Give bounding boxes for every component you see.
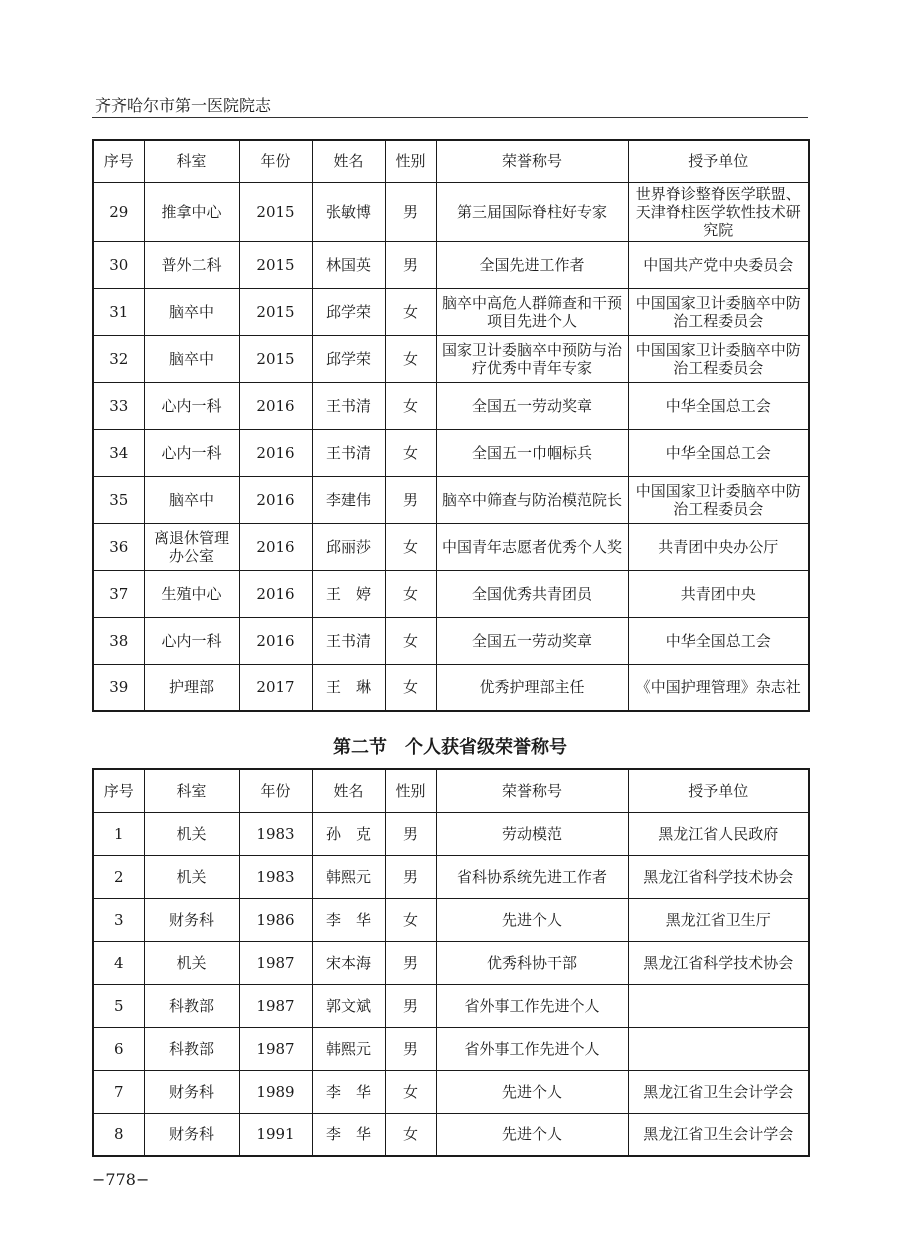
column-header: 序号 (93, 140, 144, 182)
table-cell: 机关 (144, 812, 239, 855)
table-cell: 2015 (239, 335, 312, 382)
table-cell: 男 (385, 941, 436, 984)
table-cell: 郭文斌 (312, 984, 385, 1027)
table-cell: 心内一科 (144, 382, 239, 429)
table-cell: 男 (385, 182, 436, 241)
table-cell: 女 (385, 382, 436, 429)
table-cell: 女 (385, 617, 436, 664)
table-cell: 38 (93, 617, 144, 664)
table-cell: 2015 (239, 288, 312, 335)
table-cell: 1987 (239, 1027, 312, 1070)
column-header: 年份 (239, 140, 312, 182)
table-row (93, 570, 809, 617)
table-cell: 中国国家卫计委脑卒中防治工程委员会 (628, 476, 809, 523)
table-cell: 31 (93, 288, 144, 335)
table-cell: 女 (385, 570, 436, 617)
column-header: 序号 (93, 769, 144, 812)
table-row (93, 1070, 809, 1113)
table-cell: 黑龙江省科学技术协会 (628, 941, 809, 984)
table-cell: 优秀科协干部 (436, 941, 628, 984)
table-cell: 1 (93, 812, 144, 855)
table-cell: 30 (93, 241, 144, 288)
table-cell: 财务科 (144, 1070, 239, 1113)
table-cell: 韩熙元 (312, 855, 385, 898)
table-row (93, 288, 809, 335)
table-cell: 中华全国总工会 (628, 382, 809, 429)
table-cell: 《中国护理管理》杂志社 (628, 664, 809, 711)
table-cell: 2016 (239, 617, 312, 664)
table-row (93, 1113, 809, 1156)
table-row (93, 941, 809, 984)
table-cell: 女 (385, 664, 436, 711)
table-cell: 女 (385, 1070, 436, 1113)
column-header: 科室 (144, 769, 239, 812)
table-cell: 2016 (239, 382, 312, 429)
table-row (93, 182, 809, 241)
table-cell: 全国五一劳动奖章 (436, 617, 628, 664)
table-cell: 邱丽莎 (312, 523, 385, 570)
table-cell: 先进个人 (436, 1070, 628, 1113)
table-cell: 心内一科 (144, 429, 239, 476)
table-cell: 1986 (239, 898, 312, 941)
table-cell: 机关 (144, 941, 239, 984)
table-cell: 世界脊诊整脊医学联盟、天津脊柱医学软性技术研究院 (628, 182, 809, 241)
table-cell: 全国五一巾帼标兵 (436, 429, 628, 476)
table-cell: 32 (93, 335, 144, 382)
table-cell: 7 (93, 1070, 144, 1113)
table-cell: 劳动模范 (436, 812, 628, 855)
provincial-honors-table (92, 768, 810, 1157)
table-cell: 2016 (239, 570, 312, 617)
table-row (93, 335, 809, 382)
table-cell: 财务科 (144, 1113, 239, 1156)
table-cell: 2017 (239, 664, 312, 711)
table-cell: 男 (385, 855, 436, 898)
table-cell: 生殖中心 (144, 570, 239, 617)
table-cell: 1983 (239, 812, 312, 855)
table-cell: 王书清 (312, 617, 385, 664)
table-cell: 脑卒中高危人群筛查和干预项目先进个人 (436, 288, 628, 335)
table-cell: 女 (385, 335, 436, 382)
table-cell: 王 婷 (312, 570, 385, 617)
table-cell: 优秀护理部主任 (436, 664, 628, 711)
table-cell: 黑龙江省科学技术协会 (628, 855, 809, 898)
column-header: 荣誉称号 (436, 140, 628, 182)
table-row (93, 523, 809, 570)
column-header: 姓名 (312, 140, 385, 182)
table-cell: 全国五一劳动奖章 (436, 382, 628, 429)
table-cell: 男 (385, 984, 436, 1027)
table-row (93, 1027, 809, 1070)
table-cell: 李 华 (312, 1113, 385, 1156)
table-cell: 脑卒中 (144, 288, 239, 335)
table-cell: 35 (93, 476, 144, 523)
table-cell: 4 (93, 941, 144, 984)
table-cell: 2016 (239, 523, 312, 570)
national-honors-table (92, 139, 810, 712)
table-cell: 林国英 (312, 241, 385, 288)
table-cell: 黑龙江省卫生厅 (628, 898, 809, 941)
table-cell: 29 (93, 182, 144, 241)
header-rule (92, 117, 808, 118)
table-cell: 共青团中央办公厅 (628, 523, 809, 570)
table-cell: 黑龙江省卫生会计学会 (628, 1070, 809, 1113)
table-row (93, 984, 809, 1027)
table-row (93, 241, 809, 288)
table-cell: 2 (93, 855, 144, 898)
table-cell: 宋本海 (312, 941, 385, 984)
table-cell: 39 (93, 664, 144, 711)
table-cell: 脑卒中 (144, 335, 239, 382)
table-row (93, 664, 809, 711)
column-header: 授予单位 (628, 769, 809, 812)
table-cell: 李建伟 (312, 476, 385, 523)
column-header: 性别 (385, 140, 436, 182)
page-number: −778− (92, 1170, 150, 1189)
table-cell: 1991 (239, 1113, 312, 1156)
table-cell: 中国国家卫计委脑卒中防治工程委员会 (628, 288, 809, 335)
table-cell: 普外二科 (144, 241, 239, 288)
table-cell: 韩熙元 (312, 1027, 385, 1070)
table-cell: 全国先进工作者 (436, 241, 628, 288)
table-cell: 女 (385, 1113, 436, 1156)
table-cell: 女 (385, 288, 436, 335)
table-row (93, 382, 809, 429)
table-cell: 3 (93, 898, 144, 941)
table-cell: 脑卒中筛查与防治模范院长 (436, 476, 628, 523)
table-cell: 2015 (239, 182, 312, 241)
table-cell: 1983 (239, 855, 312, 898)
table-cell: 脑卒中 (144, 476, 239, 523)
table-cell: 男 (385, 476, 436, 523)
table-cell: 心内一科 (144, 617, 239, 664)
table-cell: 王书清 (312, 382, 385, 429)
table-cell: 省外事工作先进个人 (436, 1027, 628, 1070)
table-cell: 科教部 (144, 984, 239, 1027)
table-cell: 先进个人 (436, 1113, 628, 1156)
table-cell: 孙 克 (312, 812, 385, 855)
column-header: 年份 (239, 769, 312, 812)
column-header: 姓名 (312, 769, 385, 812)
table-cell: 1987 (239, 941, 312, 984)
table-row (93, 429, 809, 476)
table-cell: 省科协系统先进工作者 (436, 855, 628, 898)
table-cell: 先进个人 (436, 898, 628, 941)
table-cell: 8 (93, 1113, 144, 1156)
table-row (93, 476, 809, 523)
running-title: 齐齐哈尔市第一医院院志 (95, 96, 272, 115)
table-cell: 中华全国总工会 (628, 429, 809, 476)
table-cell: 1987 (239, 984, 312, 1027)
table-cell: 离退休管理办公室 (144, 523, 239, 570)
table-cell: 6 (93, 1027, 144, 1070)
table-cell: 女 (385, 523, 436, 570)
section-title: 第二节 个人获省级荣誉称号 (333, 737, 567, 758)
table-header-row (93, 140, 809, 182)
table-row (93, 617, 809, 664)
table-cell: 中华全国总工会 (628, 617, 809, 664)
table-cell: 邱学荣 (312, 335, 385, 382)
table-cell: 37 (93, 570, 144, 617)
table-cell: 王 琳 (312, 664, 385, 711)
table-cell: 护理部 (144, 664, 239, 711)
table-cell (628, 984, 809, 1027)
table-cell: 省外事工作先进个人 (436, 984, 628, 1027)
column-header: 荣誉称号 (436, 769, 628, 812)
table-cell: 34 (93, 429, 144, 476)
table-cell: 1989 (239, 1070, 312, 1113)
table-cell: 共青团中央 (628, 570, 809, 617)
table-cell: 33 (93, 382, 144, 429)
table-cell: 中国国家卫计委脑卒中防治工程委员会 (628, 335, 809, 382)
table-cell: 王书清 (312, 429, 385, 476)
table-cell: 5 (93, 984, 144, 1027)
table-cell: 张敏博 (312, 182, 385, 241)
table-cell: 中国青年志愿者优秀个人奖 (436, 523, 628, 570)
table-cell: 黑龙江省卫生会计学会 (628, 1113, 809, 1156)
table-cell: 男 (385, 1027, 436, 1070)
table-cell: 2015 (239, 241, 312, 288)
column-header: 性别 (385, 769, 436, 812)
table-header-row (93, 769, 809, 812)
table-row (93, 812, 809, 855)
table-cell: 机关 (144, 855, 239, 898)
table-cell: 女 (385, 898, 436, 941)
table-cell: 女 (385, 429, 436, 476)
table-cell: 36 (93, 523, 144, 570)
table-cell: 2016 (239, 476, 312, 523)
table-cell: 国家卫计委脑卒中预防与治疗优秀中青年专家 (436, 335, 628, 382)
table-cell: 科教部 (144, 1027, 239, 1070)
table-cell: 黑龙江省人民政府 (628, 812, 809, 855)
table-cell: 邱学荣 (312, 288, 385, 335)
table-row (93, 855, 809, 898)
table-cell: 李 华 (312, 1070, 385, 1113)
table-cell: 李 华 (312, 898, 385, 941)
table-row (93, 898, 809, 941)
column-header: 科室 (144, 140, 239, 182)
table-cell: 男 (385, 241, 436, 288)
table-cell: 男 (385, 812, 436, 855)
table-cell: 中国共产党中央委员会 (628, 241, 809, 288)
column-header: 授予单位 (628, 140, 809, 182)
table-cell: 2016 (239, 429, 312, 476)
table-cell: 全国优秀共青团员 (436, 570, 628, 617)
table-cell: 第三届国际脊柱好专家 (436, 182, 628, 241)
table-cell: 财务科 (144, 898, 239, 941)
table-cell (628, 1027, 809, 1070)
table-cell: 推拿中心 (144, 182, 239, 241)
